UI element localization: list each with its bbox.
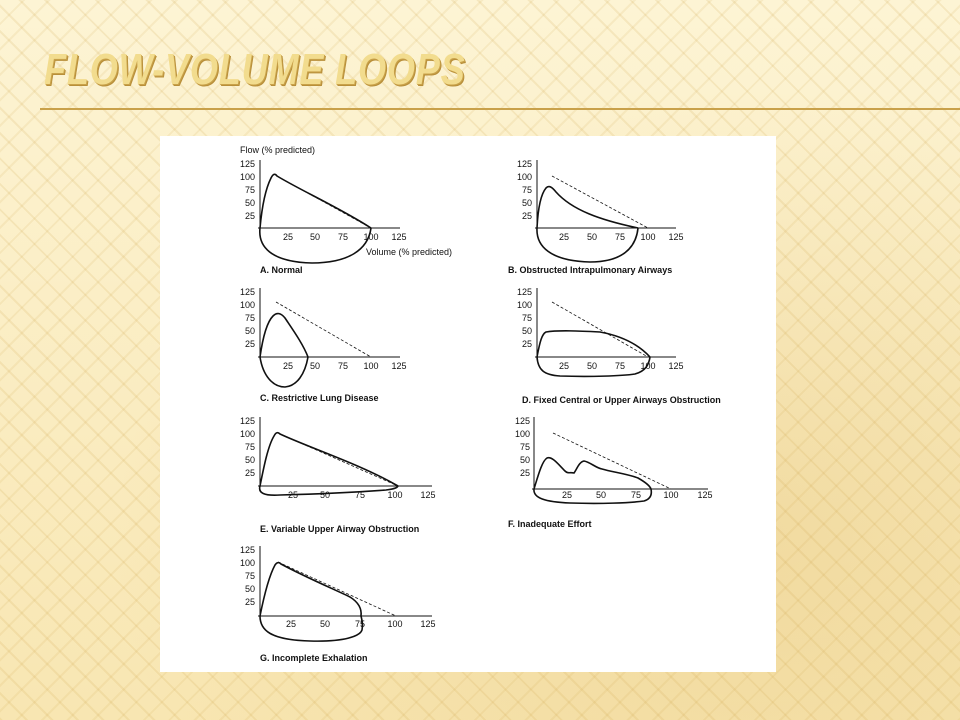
y-tick: 25 (244, 468, 255, 478)
x-tick: 125 (697, 490, 713, 500)
y-tick: 75 (244, 571, 255, 581)
y-tick: 50 (244, 198, 255, 208)
x-tick-labels (559, 361, 684, 371)
panel-b-obstructed-intrapulmonary (508, 159, 684, 275)
y-tick: 50 (244, 326, 255, 336)
x-tick: 75 (630, 490, 642, 500)
inspiratory-curve (260, 616, 362, 641)
x-tick: 75 (337, 361, 349, 371)
expiratory-curve (260, 174, 371, 228)
y-tick: 25 (519, 468, 530, 478)
y-tick-labels (515, 416, 530, 478)
x-tick: 125 (391, 361, 407, 371)
y-tick-labels (517, 287, 532, 349)
x-tick: 100 (363, 361, 379, 371)
panel-f-inadequate-effort (508, 416, 713, 529)
y-tick: 50 (244, 584, 255, 594)
y-tick-labels (517, 159, 532, 221)
x-tick: 25 (558, 232, 570, 242)
x-tick: 75 (354, 619, 366, 629)
panel-caption: B. Obstructed Intrapulmonary Airways (508, 265, 673, 275)
y-tick-labels (240, 545, 255, 607)
x-tick: 50 (586, 361, 598, 371)
flow-axis-label: Flow (% predicted) (240, 145, 316, 155)
y-tick: 50 (244, 455, 255, 465)
y-tick: 75 (244, 442, 255, 452)
y-tick: 125 (514, 416, 530, 426)
y-tick: 125 (516, 287, 532, 297)
x-tick: 100 (387, 490, 403, 500)
panel-a-normal (240, 145, 452, 275)
panel-g-incomplete-exhalation (240, 545, 436, 663)
y-tick: 50 (519, 455, 530, 465)
y-tick-labels (240, 416, 255, 478)
x-tick: 100 (387, 619, 403, 629)
y-tick: 25 (521, 211, 532, 221)
x-tick-labels (283, 232, 407, 242)
predicted-reference-line (276, 302, 371, 357)
x-tick-labels (283, 361, 407, 371)
x-tick: 25 (285, 619, 297, 629)
y-tick: 100 (239, 300, 255, 310)
x-tick: 75 (614, 361, 626, 371)
y-tick: 50 (521, 198, 532, 208)
x-tick: 25 (282, 232, 294, 242)
x-tick: 50 (595, 490, 607, 500)
y-tick: 125 (239, 416, 255, 426)
y-tick: 100 (239, 558, 255, 568)
x-tick: 25 (558, 361, 570, 371)
panel-e-variable-obstruction (240, 416, 436, 534)
expiratory-curve (537, 331, 650, 357)
panel-caption: F. Inadequate Effort (508, 519, 592, 529)
slide-title: FLOW-VOLUME LOOPS (44, 45, 466, 94)
x-tick: 100 (363, 232, 379, 242)
x-tick: 75 (337, 232, 349, 242)
x-tick: 25 (282, 361, 294, 371)
panel-caption: A. Normal (260, 265, 303, 275)
y-tick: 100 (239, 429, 255, 439)
predicted-reference-line (553, 433, 671, 489)
x-tick: 125 (668, 361, 684, 371)
x-tick: 125 (420, 490, 436, 500)
y-tick: 100 (516, 172, 532, 182)
panel-d-fixed-obstruction (517, 287, 721, 405)
x-tick: 50 (309, 361, 321, 371)
panel-caption: D. Fixed Central or Upper Airways Obstruction (522, 395, 721, 405)
x-tick: 50 (586, 232, 598, 242)
y-tick: 25 (244, 339, 255, 349)
x-tick: 50 (319, 619, 331, 629)
panel-c-restrictive (240, 287, 407, 403)
y-tick: 25 (521, 339, 532, 349)
x-tick: 50 (319, 490, 331, 500)
y-tick: 25 (244, 211, 255, 221)
y-tick: 75 (521, 185, 532, 195)
panel-caption: E. Variable Upper Airway Obstruction (260, 524, 420, 534)
x-tick: 75 (614, 232, 626, 242)
x-tick: 25 (287, 490, 299, 500)
flow-volume-diagram (160, 136, 776, 672)
x-tick: 50 (309, 232, 321, 242)
flow-volume-figure (160, 136, 776, 672)
panel-caption: G. Incomplete Exhalation (260, 653, 368, 663)
x-tick: 125 (668, 232, 684, 242)
y-tick: 125 (239, 159, 255, 169)
expiratory-curve (534, 458, 651, 489)
y-tick: 100 (514, 429, 530, 439)
y-tick: 75 (519, 442, 530, 452)
expiratory-curve (260, 563, 361, 616)
expiratory-curve (260, 433, 398, 486)
x-tick: 75 (354, 490, 366, 500)
x-tick: 125 (391, 232, 407, 242)
expiratory-curve (260, 314, 308, 357)
panel-caption: C. Restrictive Lung Disease (260, 393, 379, 403)
y-tick-labels (240, 287, 255, 349)
predicted-reference-line (278, 562, 396, 616)
x-tick-labels (286, 619, 436, 629)
y-tick: 75 (244, 185, 255, 195)
x-tick-labels (562, 490, 713, 500)
predicted-reference-line (552, 302, 648, 357)
x-tick: 125 (420, 619, 436, 629)
x-tick: 100 (663, 490, 679, 500)
y-tick: 125 (239, 545, 255, 555)
y-tick: 125 (516, 159, 532, 169)
y-tick: 100 (516, 300, 532, 310)
y-tick-labels (240, 159, 255, 221)
x-tick: 100 (640, 361, 656, 371)
volume-axis-label: Volume (% predicted) (366, 247, 453, 257)
y-tick: 125 (239, 287, 255, 297)
x-tick-labels (559, 232, 684, 242)
y-tick: 75 (244, 313, 255, 323)
y-tick: 50 (521, 326, 532, 336)
x-tick: 100 (640, 232, 656, 242)
y-tick: 100 (239, 172, 255, 182)
y-tick: 25 (244, 597, 255, 607)
y-tick: 75 (521, 313, 532, 323)
title-divider (40, 108, 960, 110)
expiratory-curve (537, 187, 638, 228)
x-tick: 25 (561, 490, 573, 500)
